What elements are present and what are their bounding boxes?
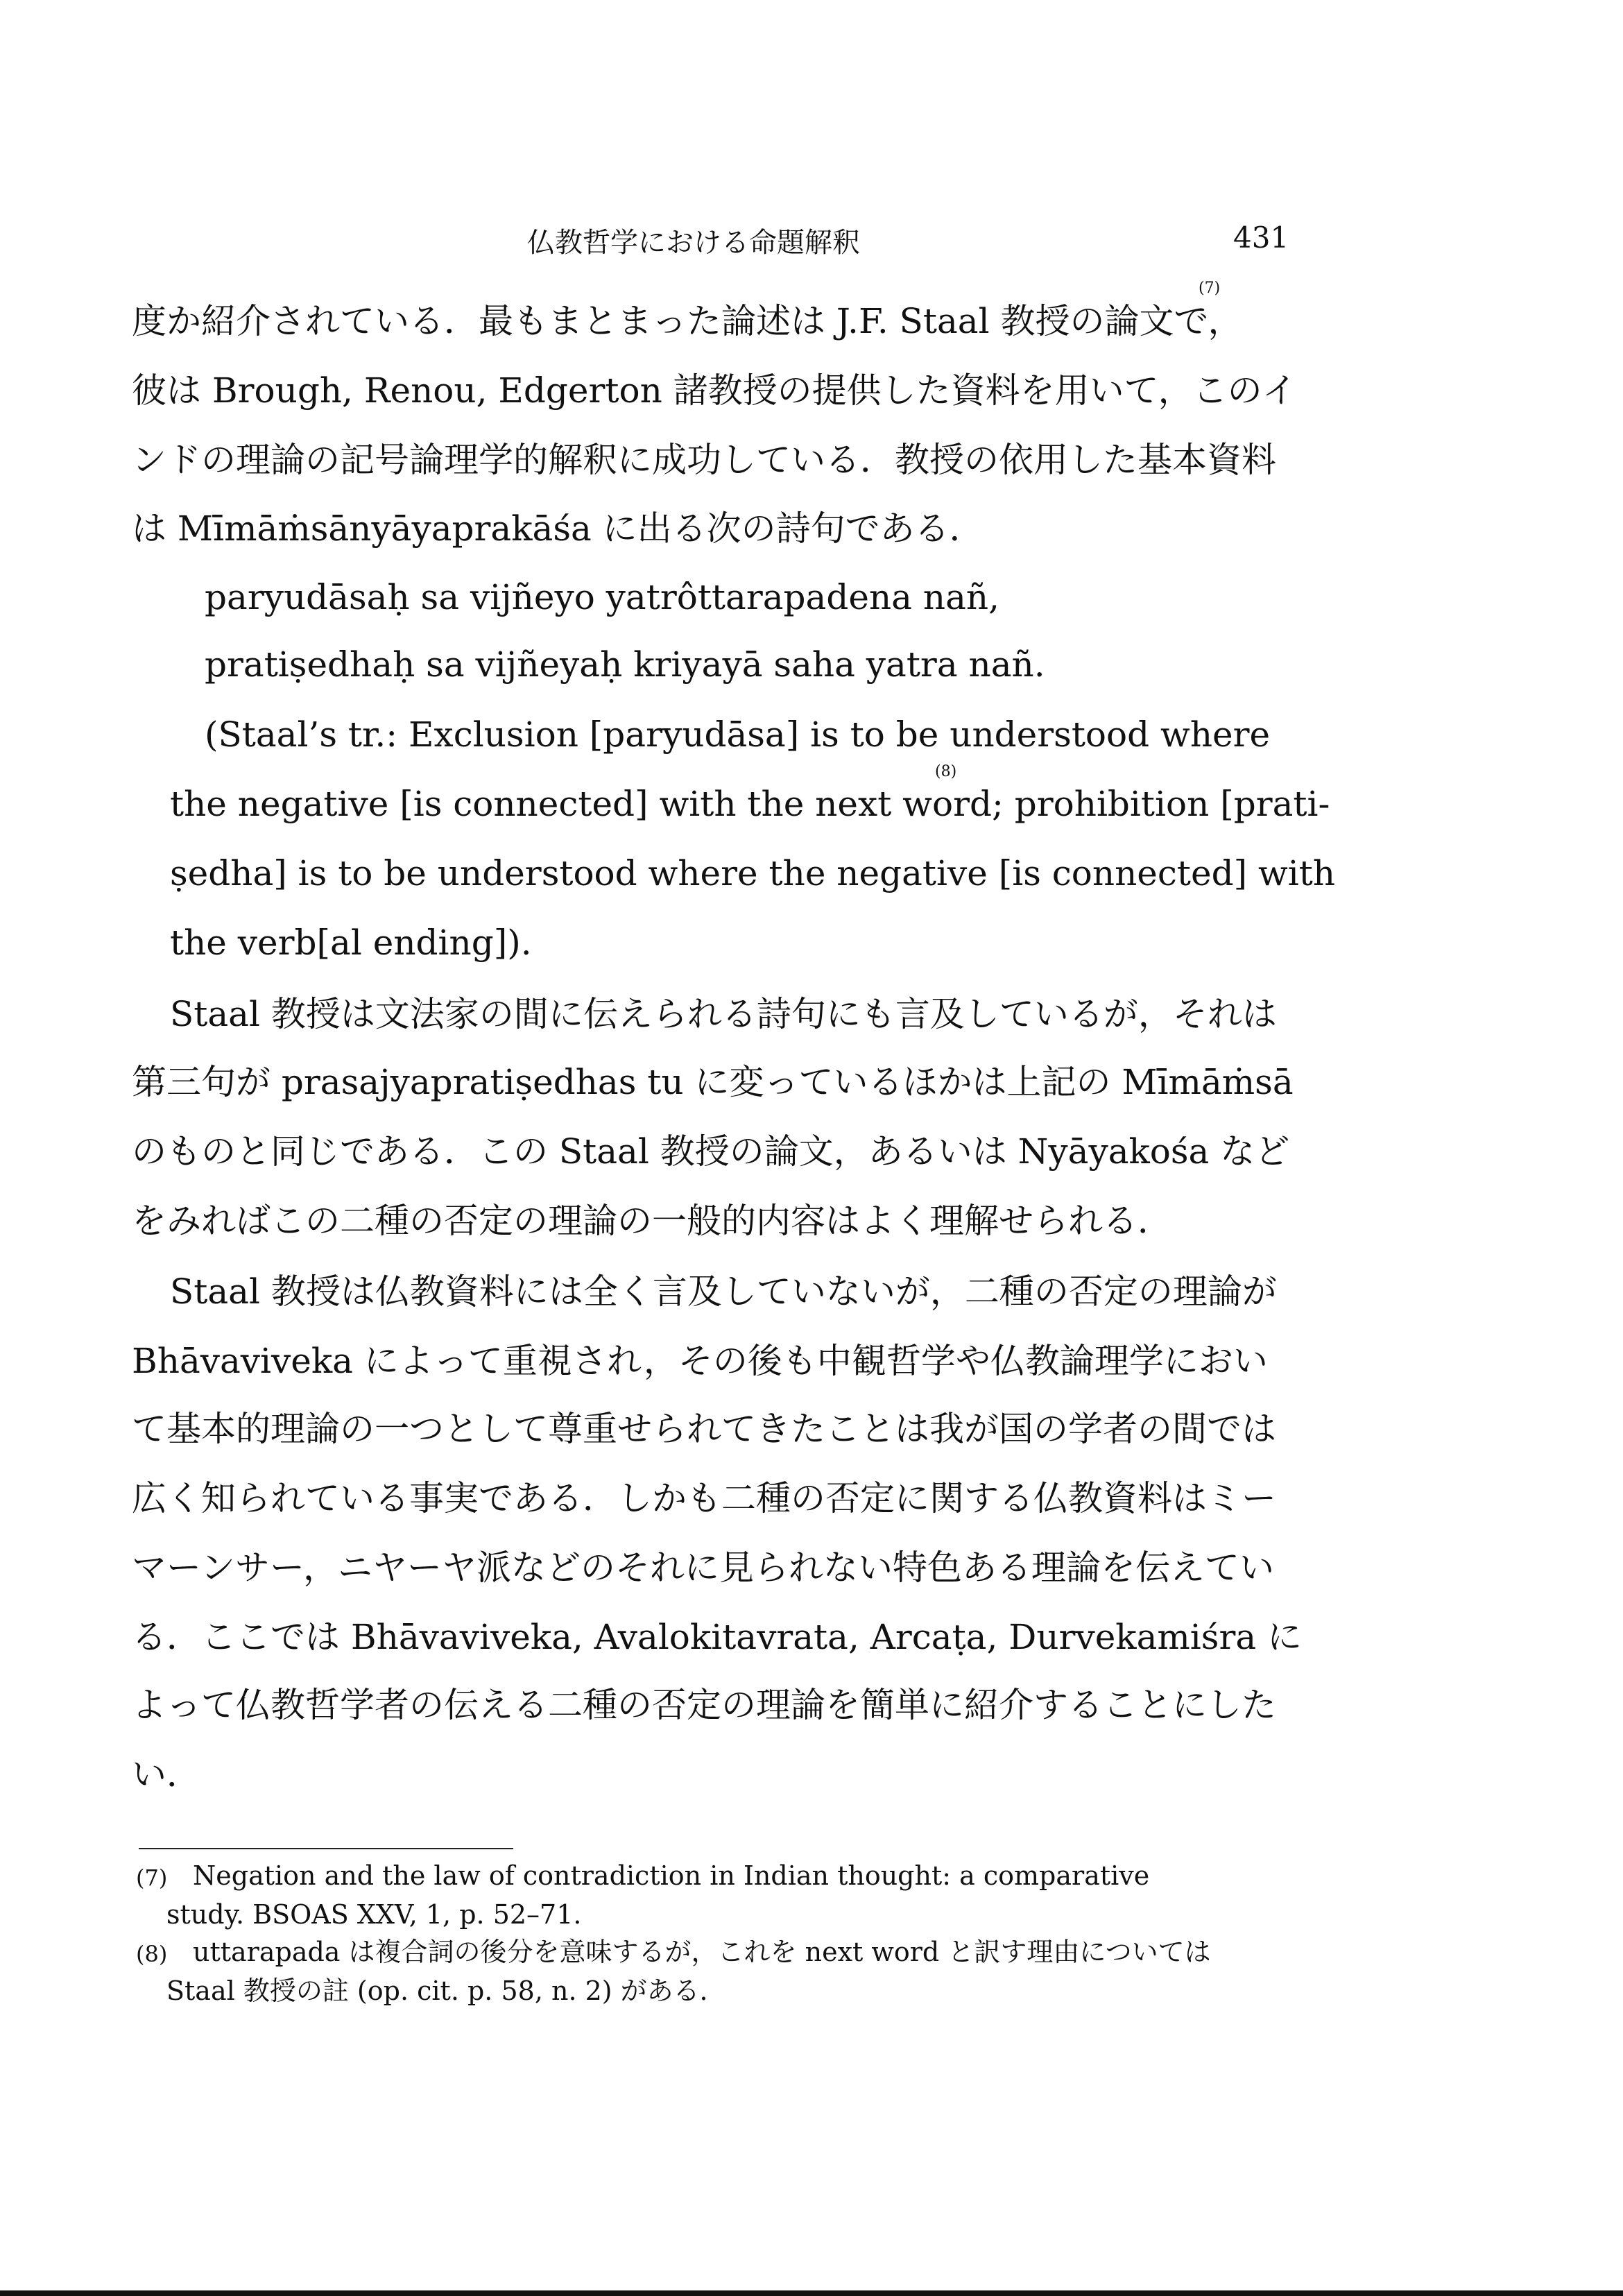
- translation-line: the verb[al ending]).: [170, 923, 532, 963]
- text-line: Bhāvaviveka によって重視され，その後も中観哲学や仏教論理学におい: [132, 1341, 1268, 1381]
- page-number: 431: [1233, 221, 1289, 255]
- text-line: て基本的理論の一つとして尊重せられてきたことは我が国の学者の間では: [132, 1409, 1276, 1449]
- footnote-line: Negation and the law of contradiction in Indian thought: a comparative: [193, 1860, 1150, 1891]
- footnote-ref-8: (8): [935, 763, 957, 780]
- running-title: 仏教哲学における命題解釈: [527, 227, 860, 259]
- text-line: のものと同じである．この Staal 教授の論文，あるいは Nyāyakośa など: [132, 1131, 1290, 1172]
- text-line: Staal 教授は仏教資料には全く言及していないが，二種の否定の理論が: [170, 1271, 1277, 1312]
- footnote-line: uttarapada は複合詞の後分を意味するが，これを next word と訳す理由については: [193, 1937, 1211, 1967]
- footnote-line: study. BSOAS XXV, 1, p. 52–71.: [166, 1899, 582, 1930]
- text-line: 彼は Brough, Renou, Edgerton 諸教授の提供した資料を用いて，このイ: [132, 370, 1297, 411]
- footnote-line: Staal 教授の註 (op. cit. p. 58, n. 2) がある．: [166, 1976, 726, 2006]
- text-line: る．ここでは Bhāvaviveka, Avalokitavrata, Arcaṭa, Durvekamiśra に: [132, 1617, 1303, 1657]
- translation-line: (Staal’s tr.: Exclusion [paryudāsa] is to be understood where: [205, 714, 1271, 755]
- text-line: よって仏教哲学者の伝える二種の否定の理論を簡単に紹介することにした: [132, 1685, 1276, 1725]
- text-line: 広く知られている事実である．しかも二種の否定に関する仏教資料はミー: [132, 1478, 1276, 1518]
- text-line: は Mīmāṁsānyāyaprakāśa に出る次の詩句である．: [132, 508, 984, 549]
- text-line: ンドの理論の記号論理学的解釈に成功している．教授の依用した基本資料: [132, 440, 1276, 480]
- translation-line: ṣedha] is to be understood where the negative [is connected] with: [170, 853, 1336, 893]
- footnote-separator: [139, 1848, 513, 1849]
- verse-line: paryudāsaḥ sa vijñeyo yatrôttarapadena nañ,: [205, 577, 999, 617]
- text-line: 度か紹介されている．最もまとまった論述は J.F. Staal 教授の論文で，: [132, 301, 1243, 341]
- text-line: Staal 教授は文法家の間に伝えられる詩句にも言及しているが，それは: [170, 994, 1277, 1034]
- scan-edge: [0, 2290, 1623, 2296]
- verse-line: pratiṣedhaḥ sa vijñeyaḥ kriyayā saha yatra nañ.: [205, 644, 1045, 685]
- footnote-ref-7: (7): [1199, 280, 1221, 297]
- footnote-number: (7): [136, 1865, 168, 1891]
- footnote-number: (8): [136, 1941, 168, 1967]
- text-line: い．: [132, 1754, 201, 1794]
- text-line: マーンサー，ニヤーヤ派などのそれに見られない特色ある理論を伝えてい: [132, 1548, 1274, 1588]
- translation-line: the negative [is connected] with the next word; prohibition [prati-: [170, 784, 1330, 824]
- text-line: 第三句が prasajyapratiṣedhas tu に変っているほかは上記の Mīmāṁsā: [132, 1062, 1294, 1102]
- text-line: をみればこの二種の否定の理論の一般的内容はよく理解せられる．: [132, 1201, 1172, 1241]
